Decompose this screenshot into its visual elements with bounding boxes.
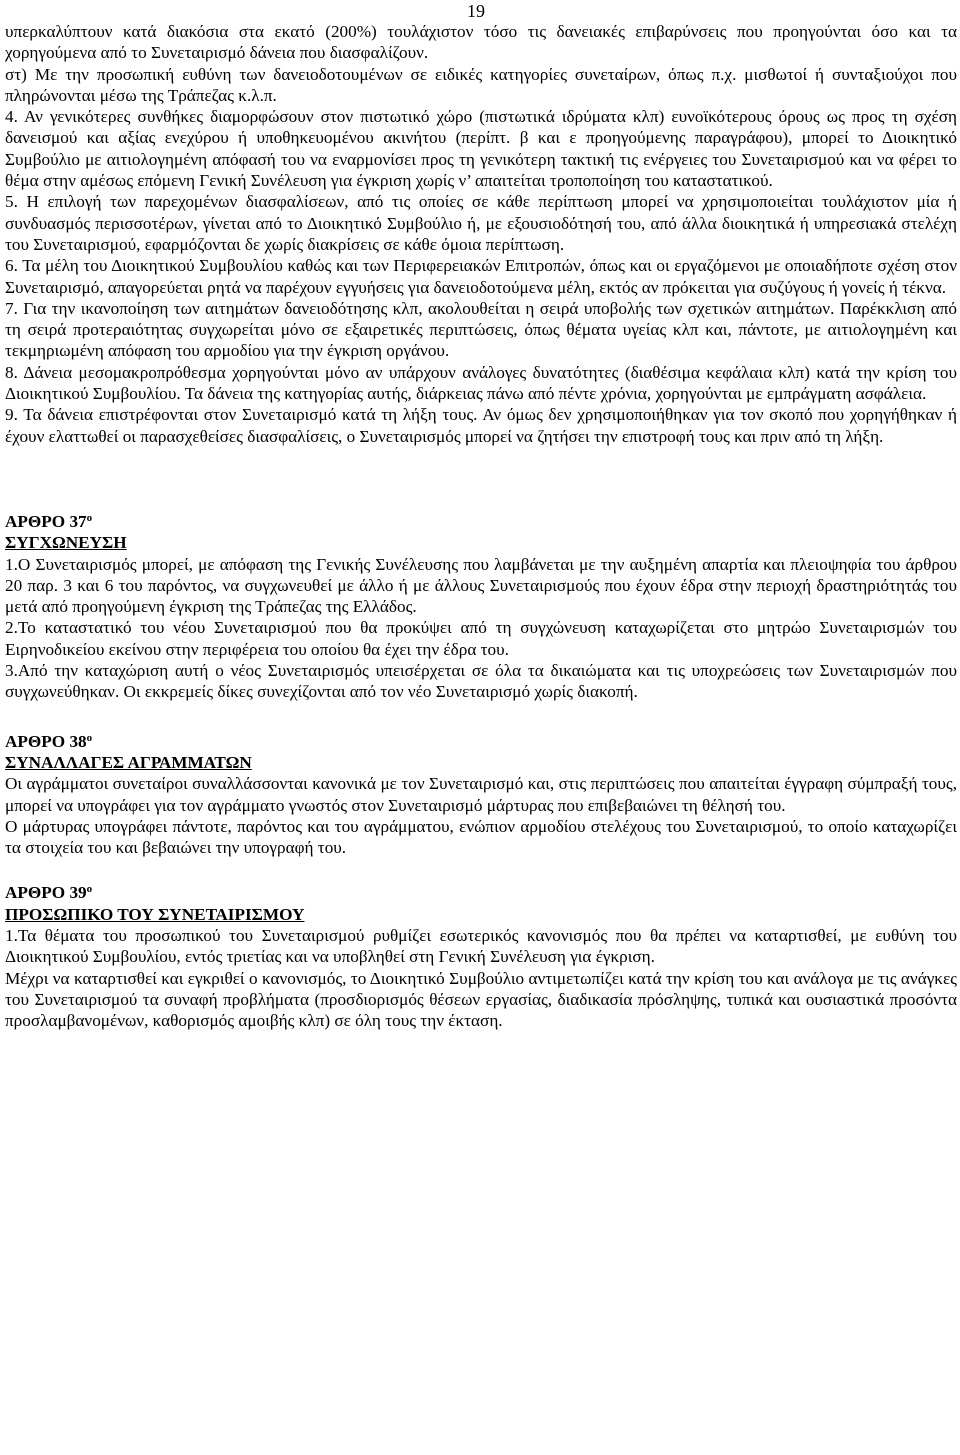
article-37-title: ΣΥΓΧΩΝΕΥΣΗ bbox=[5, 533, 127, 553]
paragraph: Οι αγράμματοι συνεταίροι συναλλάσσονται κανονικά με τον Συνεταιρισμό και, στις περιπτώσεις που απαιτείται έγγραφη σύμπραξή τους, μπορεί να υπογράφει για τον αγράμματο γνωστός στον Συνεταιρισμό μάρτυρας που επιβεβαιώνει τη θέλησή του. bbox=[5, 774, 957, 815]
spacer bbox=[5, 858, 957, 882]
paragraph: στ) Με την προσωπική ευθύνη των δανειοδοτουμένων σε ειδικές κατηγορίες συνεταίρων, όπως π.χ. μισθωτοί ή συνταξιούχοι που πληρώνονται μέσω της Τράπεζας κ.λ.π. bbox=[5, 64, 957, 105]
article-39-number: ΑΡΘΡΟ 39 bbox=[5, 883, 87, 903]
paragraph: 6. Τα μέλη του Διοικητικού Συμβουλίου καθώς και των Περιφερειακών Επιτροπών, όπως και οι εργαζόμενοι με οποιαδήποτε σχέση στον Συνεταιρισμό, απαγορεύεται ρητά να παρέχουν εγγυήσεις για δανειοδοτούμενα μέλη, εκτός αν πρόκειται για συζύγους ή γονείς ή τέκνα. bbox=[5, 256, 957, 297]
paragraph: Μέχρι να καταρτισθεί και εγκριθεί ο κανονισμός, το Διοικητικό Συμβούλιο αντιμετωπίζει κατά την κρίση του και ανάλογα με τις ανάγκες του Συνεταιρισμού τα συναφή προβλήματα (προσδιορισμός θέσεων εργασίας, διαδικασία πρόσληψης, τυπικά και ουσιαστικά προσόντα προσλαμβανομένων, καθορισμός αμοιβής κλπ) σε όλη τους την έκταση. bbox=[5, 968, 957, 1031]
article-37-heading bbox=[5, 511, 957, 532]
ordinal-suffix: ο bbox=[86, 883, 93, 896]
page-number: 19 bbox=[467, 1, 485, 21]
paragraph: 9. Τα δάνεια επιστρέφονται στον Συνεταιρισμό κατά τη λήξη τους. Αν όμως δεν χρησιμοποιήθηκαν για τον σκοπό που χορηγήθηκαν ή έχουν ελαττωθεί οι παρασχεθείσες διασφαλίσεις, ο Συνεταιρισμός μπορεί να ζητήσει την επιστροφή τους και πριν από τη λήξη. bbox=[5, 405, 957, 446]
paragraph: 3.Από την καταχώριση αυτή ο νέος Συνεταιρισμός υπεισέρχεται σε όλα τα δικαιώματα και τις υποχρεώσεις των Συνεταιρισμών που συγχωνεύθηκαν. Οι εκκρεμείς δίκες συνεχίζονται από τον νέο Συνεταιρισμό χωρίς διακοπή. bbox=[5, 661, 957, 702]
paragraph: 1.Ο Συνεταιρισμός μπορεί, με απόφαση της Γενικής Συνέλευσης που λαμβάνεται με την αυξημένη απαρτία και πλειοψηφία του άρθρου 20 παρ. 3 και 6 του παρόντος, να συγχωνευθεί με άλλο ή με άλλους Συνεταιρισμούς που έχουν έδρα στην περιοχή δραστηριότητάς του μετά από προηγούμενη έγκριση της Τράπεζας της Ελλάδος. bbox=[5, 554, 957, 617]
article-38-title: ΣΥΝΑΛΛΑΓΕΣ ΑΓΡΑΜΜΑΤΩΝ bbox=[5, 752, 252, 772]
article-39-title: ΠΡΟΣΩΠΙΚΟ ΤΟΥ ΣΥΝΕΤΑΙΡΙΣΜΟΥ bbox=[5, 904, 305, 924]
paragraph: 8. Δάνεια μεσομακροπρόθεσμα χορηγούνται μόνο αν υπάρχουν ανάλογες δυνατότητες (διαθέσιμα κεφάλαια κλπ) κατά την κρίση του Διοικητικού Συμβουλίου. Τα δάνεια της κατηγορίας αυτής, διάρκειας πάνω από πέντε χρόνια, χορηγούνται με εμπράγματη ασφάλεια. bbox=[5, 362, 957, 404]
ordinal-suffix: ο bbox=[86, 731, 93, 744]
article-39-heading bbox=[5, 882, 957, 903]
document-body bbox=[5, 21, 957, 1031]
spacer bbox=[5, 447, 957, 511]
paragraph: 5. Η επιλογή των παρεχομένων διασφαλίσεων, από τις οποίες σε κάθε περίπτωση μπορεί να χρησιμοποιείται τουλάχιστον μία ή συνδυασμός περισσοτέρων, γίνεται από το Διοικητικό Συμβούλιο ή, με εξουσιοδότησή του, από άλλα διοικητικά ή υπηρεσιακά στελέχη του Συνεταιρισμού, εφαρμόζονται δε χωρίς διακρίσεις σε κάθε όμοια περίπτωση. bbox=[5, 192, 957, 254]
article-38-heading bbox=[5, 731, 957, 752]
paragraph: 1.Τα θέματα του προσωπικού του Συνεταιρισμού ρυθμίζει εσωτερικός κανονισμός που θα πρέπει να καταρτισθεί, με ευθύνη του Διοικητικού Συμβουλίου, εντός τριετίας και να υποβληθεί στη Γενική Συνέλευση για έγκριση. bbox=[5, 925, 957, 967]
article-38-number: ΑΡΘΡΟ 38 bbox=[5, 731, 87, 751]
article-37-number: ΑΡΘΡΟ 37 bbox=[5, 511, 87, 531]
paragraph: 2.Το καταστατικό του νέου Συνεταιρισμού που θα προκύψει από τη συγχώνευση καταχωρίζεται στο μητρώο Συνεταιρισμών του Ειρηνοδικείου εκείνου στην περιφέρεια του οποίου θα έχει την έδρα του. bbox=[5, 618, 957, 659]
paragraph: Ο μάρτυρας υπογράφει πάντοτε, παρόντος και του αγράμματου, ενώπιον αρμοδίου στελέχους του Συνεταιρισμού, το οποίο καταχωρίζει τα στοιχεία του και βεβαιώνει την υπογραφή του. bbox=[5, 816, 957, 858]
ordinal-suffix: ο bbox=[86, 511, 93, 524]
paragraph: 7. Για την ικανοποίηση των αιτημάτων δανειοδότησης κλπ, ακολουθείται η σειρά υποβολής των σχετικών αιτημάτων. Παρέκκλιση από τη σειρά προτεραιότητας συγχωρείται μόνο σε εξαιρετικές περιπτώσεις, όπως θέματα υγείας κλπ και, πάντοτε, με αιτιολογημένη και τεκμηριωμένη απόφαση του αρμοδίου για την έγκριση οργάνου. bbox=[5, 298, 957, 361]
paragraph: υπερκαλύπτουν κατά διακόσια στα εκατό (200%) τουλάχιστον τόσο τις δανειακές επιβαρύνσεις που προηγούνται όσο και τα χορηγούμενα από το Συνεταιρισμό δάνεια που διασφαλίζουν. bbox=[5, 22, 957, 63]
paragraph: 4. Αν γενικότερες συνθήκες διαμορφώσουν στον πιστωτικό χώρο (πιστωτικά ιδρύματα κλπ) ευνοϊκότερους όρους ως προς τη σχέση δανεισμού και αξίας ενεχύρου ή υποθηκευομένου ακινήτου (περίπτ. β και ε προηγούμενης παραγράφου), μπορεί το Διοικητικό Συμβούλιο με αιτιολογημένη απόφασή του να εναρμονίσει προς τη γενικότερη τακτική τις ενέργειες του Συνεταιρισμού και να φέρει το θέμα στην αμέσως επόμενη Γενική Συνέλευση για έγκριση χωρίς ν’ απαιτείται τροποποίηση του καταστατικού. bbox=[5, 107, 957, 191]
spacer bbox=[5, 703, 957, 731]
